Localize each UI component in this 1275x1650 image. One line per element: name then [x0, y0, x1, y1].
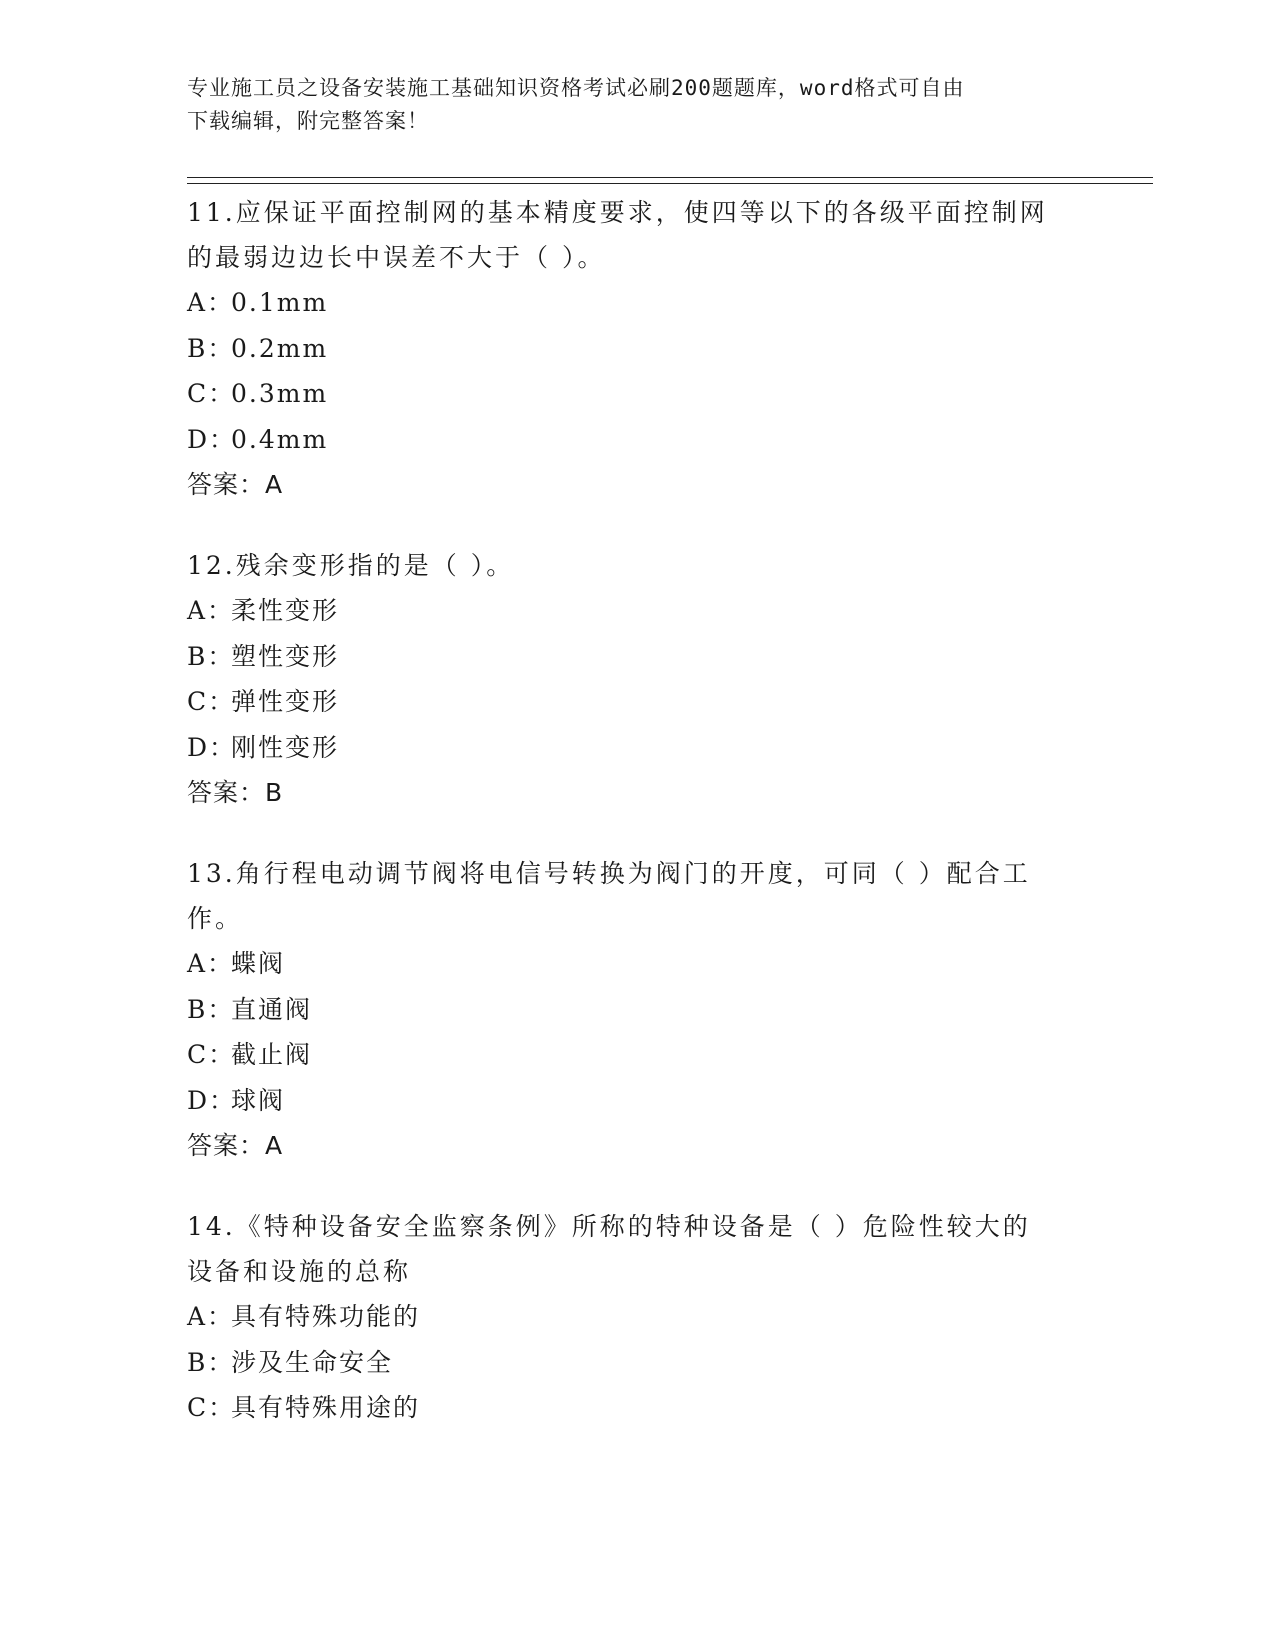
- option-text: 柔性变形: [231, 596, 340, 625]
- option-letter: C：: [187, 687, 236, 716]
- question-12: [187, 543, 1087, 815]
- option-letter: C：: [187, 1040, 236, 1069]
- header-divider-top: [187, 177, 1153, 178]
- question-stem-line-2: 设备和设施的总称: [187, 1257, 412, 1286]
- question-stem-line-1: 12.残余变形指的是（ ）。: [187, 551, 515, 580]
- option-c: [187, 1385, 1087, 1431]
- question-13: [187, 851, 1087, 1168]
- option-text: 0.3mm: [231, 379, 329, 408]
- option-letter: A：: [187, 949, 235, 978]
- option-letter: D：: [187, 424, 237, 454]
- option-text: 刚性变形: [231, 732, 340, 762]
- option-c: [187, 1032, 1087, 1078]
- option-text: 截止阀: [231, 1040, 313, 1069]
- question-stem: [187, 1204, 1087, 1294]
- option-a: [187, 1294, 1087, 1340]
- option-letter: B：: [187, 641, 235, 671]
- option-b: [187, 1340, 1087, 1386]
- option-b: [187, 987, 1087, 1033]
- option-d: [187, 1078, 1087, 1124]
- header-line-2: 下载编辑，附完整答案！: [187, 109, 429, 133]
- option-text: 涉及生命安全: [231, 1347, 394, 1377]
- option-letter: C：: [187, 379, 236, 408]
- option-letter: D：: [187, 1085, 237, 1115]
- question-11: [187, 190, 1087, 507]
- option-d: [187, 417, 1087, 463]
- option-text: 直通阀: [231, 994, 313, 1024]
- option-b: [187, 634, 1087, 680]
- header-divider-bottom: [187, 183, 1153, 184]
- option-text: 0.1mm: [231, 288, 329, 317]
- question-stem: [187, 543, 1087, 588]
- option-letter: A：: [187, 1302, 235, 1331]
- option-text: 蝶阀: [231, 949, 286, 978]
- answer-line: 答案：A: [187, 470, 284, 499]
- option-text: 具有特殊用途的: [231, 1393, 421, 1422]
- question-stem: [187, 190, 1087, 280]
- option-letter: C：: [187, 1393, 236, 1422]
- option-letter: B：: [187, 994, 235, 1024]
- question-stem-line-1: 11.应保证平面控制网的基本精度要求，使四等以下的各级平面控制网: [187, 198, 1048, 227]
- option-text: 0.2mm: [231, 333, 329, 363]
- question-stem-line-2: 的最弱边边长中误差不大于（ ）。: [187, 243, 606, 272]
- option-text: 弹性变形: [231, 687, 340, 716]
- question-list: [187, 190, 1087, 1467]
- option-d: [187, 725, 1087, 771]
- option-letter: B：: [187, 1347, 235, 1377]
- option-letter: B：: [187, 333, 235, 363]
- option-c: [187, 679, 1087, 725]
- option-text: 塑性变形: [231, 641, 340, 671]
- question-14: [187, 1204, 1087, 1431]
- answer-line: 答案：B: [187, 778, 284, 807]
- question-stem-line-1: 14.《特种设备安全监察条例》所称的特种设备是（ ）危险性较大的: [187, 1212, 1031, 1241]
- option-a: [187, 588, 1087, 634]
- option-a: [187, 280, 1087, 326]
- option-letter: D：: [187, 732, 237, 762]
- option-text: 0.4mm: [231, 424, 329, 454]
- option-letter: A：: [187, 596, 235, 625]
- option-b: [187, 326, 1087, 372]
- option-text: 具有特殊功能的: [231, 1302, 421, 1331]
- answer-line: 答案：A: [187, 1131, 284, 1160]
- option-letter: A：: [187, 288, 235, 317]
- question-stem-line-2: 作。: [187, 904, 244, 933]
- document-header: [187, 72, 1087, 138]
- header-line-1: 专业施工员之设备安装施工基础知识资格考试必刷200题题库，word格式可自由: [187, 76, 965, 100]
- question-stem-line-1: 13.角行程电动调节阀将电信号转换为阀门的开度，可同（ ）配合工: [187, 859, 1031, 888]
- option-text: 球阀: [231, 1085, 286, 1115]
- option-a: [187, 941, 1087, 987]
- option-c: [187, 371, 1087, 417]
- question-stem: [187, 851, 1087, 941]
